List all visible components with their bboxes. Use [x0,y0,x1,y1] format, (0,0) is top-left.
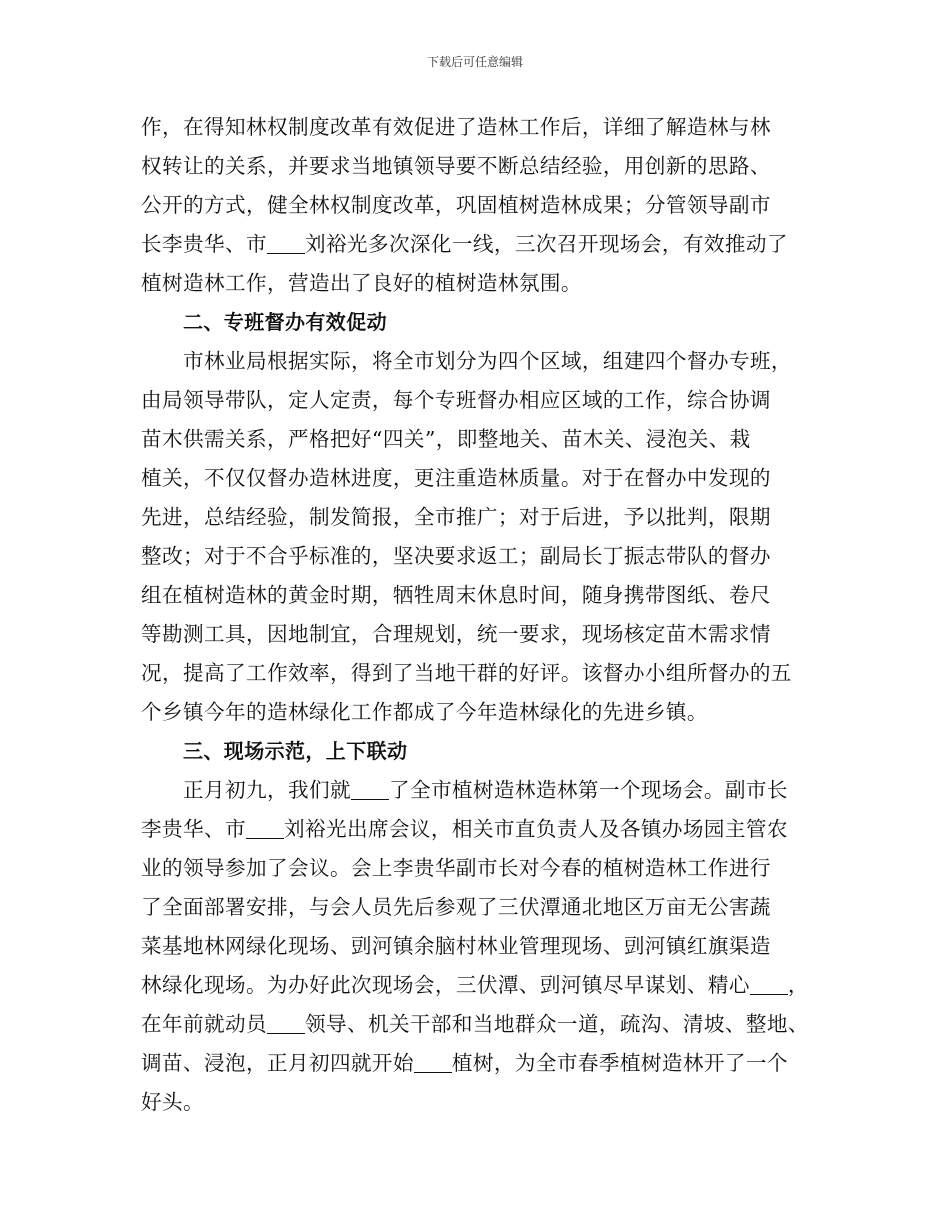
text-line [141,771,831,810]
text-segment: 二、专班督办有效促动 [183,310,387,334]
text-segment: 三、现场示范，上下联动 [183,739,408,763]
text-segment: 刘裕光出席会议，相关市直负责人及各镇办场园主管农 [283,817,788,841]
blank-underline [267,252,305,254]
text-segment: 领导、机关干部和当地群众一道，疏沟、清坡、整地、 [304,1012,809,1036]
text-segment: 整改；对于不合乎标准的，坚决要求返工；副局长丁振志带队的督办 [141,544,771,568]
text-line [141,147,831,186]
text-line [141,654,831,693]
text-segment: 了全市植树造林造林第一个现场会。副市长 [388,778,788,802]
text-line [141,576,831,615]
text-line [141,498,831,537]
document-body [141,108,831,1122]
text-segment: 苗木供需关系，严格把好“四关”，即整地关、苗木关、浸泡关、栽 [141,427,751,451]
text-segment: 植关，不仅仅督办造林进度，更注重造林质量。对于在督办中发现的 [141,466,771,490]
text-segment: 菜基地林网绿化现场、剅河镇余脑村林业管理现场、剅河镇红旗渠造 [141,934,771,958]
text-segment: 况，提高了工作效率，得到了当地干群的好评。该督办小组所督办的五 [141,661,792,685]
text-line [141,108,831,147]
text-segment: 长李贵华、市 [141,232,267,256]
text-segment: 刘裕光多次深化一线，三次召开现场会，有效推动了 [304,232,788,256]
text-segment: 市林业局根据实际，将全市划分为四个区域，组建四个督办专班， [183,349,792,373]
text-line [141,966,831,1005]
text-line [141,810,831,849]
blank-underline [267,1032,305,1034]
section-heading [141,303,831,342]
text-segment: 在年前就动员 [141,1012,267,1036]
text-line [141,1005,831,1044]
text-segment: 植树造林工作，营造出了良好的植树造林氛围。 [141,271,582,295]
blank-underline [414,1071,452,1073]
text-segment: 业的领导参加了会议。会上李贵华副市长对今春的植树造林工作进行 [141,856,771,880]
text-segment: 了全面部署安排，与会人员先后参观了三伏潭通北地区万亩无公害蔬 [141,895,771,919]
blank-underline [351,798,389,800]
text-segment: 组在植树造林的黄金时期，牺牲周末休息时间，随身携带图纸、卷尺 [141,583,771,607]
text-line [141,225,831,264]
text-line [141,420,831,459]
text-segment: 好头。 [141,1090,204,1114]
text-segment: 调苗、浸泡，正月初四就开始 [141,1051,414,1075]
text-segment: 权转让的关系，并要求当地镇领导要不断总结经验，用创新的思路、 [141,154,771,178]
text-segment: 正月初九，我们就 [183,778,351,802]
text-segment: 个乡镇今年的造林绿化工作都成了今年造林绿化的先进乡镇。 [141,700,708,724]
text-segment: 等勘测工具，因地制宜，合理规划，统一要求，现场核定苗木需求情 [141,622,771,646]
text-line [141,693,831,732]
text-segment: 植树，为全市春季植树造林开了一个 [451,1051,788,1075]
text-line [141,264,831,303]
section-heading [141,732,831,771]
text-line [141,459,831,498]
text-line [141,342,831,381]
text-segment: 由局领导带队，定人定责，每个专班督办相应区域的工作，综合协调 [141,388,771,412]
text-line [141,888,831,927]
page-header: 下载后可任意编辑 [426,55,523,69]
text-line [141,381,831,420]
text-segment: 公开的方式，健全林权制度改革，巩固植树造林成果；分管领导副市 [141,193,771,217]
blank-underline [750,993,788,995]
text-line [141,615,831,654]
text-segment: ， [787,973,809,997]
blank-underline [246,837,284,839]
text-segment: 作，在得知林权制度改革有效促进了造林工作后，详细了解造林与林 [141,115,771,139]
text-line [141,1044,831,1083]
text-line [141,849,831,888]
text-segment: 先进，总结经验，制发简报，全市推广；对于后进，予以批判，限期 [141,505,771,529]
text-segment: 林绿化现场。为办好此次现场会，三伏潭、剅河镇尽早谋划、精心 [141,973,750,997]
text-line [141,927,831,966]
text-line [141,537,831,576]
text-segment: 李贵华、市 [141,817,246,841]
text-line [141,1083,831,1122]
text-line [141,186,831,225]
